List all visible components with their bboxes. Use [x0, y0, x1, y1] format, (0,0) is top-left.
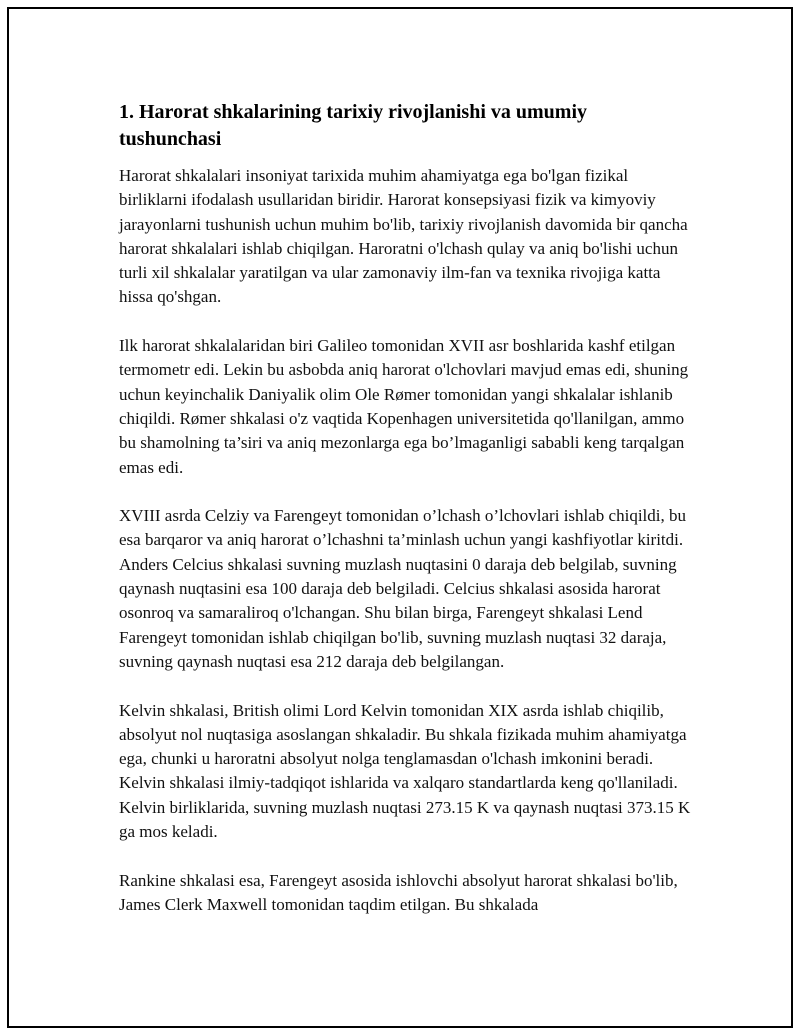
- section-heading: 1. Harorat shkalarining tarixiy rivojlanishi va umumiy tushunchasi: [119, 101, 587, 150]
- document-body: [119, 99, 691, 942]
- paragraph-rankine: Rankine shkalasi esa, Farengeyt asosida ishlovchi absolyut harorat shkalasi bo'lib, James Clerk Maxwell tomonidan taqdim etilgan. Bu shkalada: [119, 870, 678, 914]
- paragraph-early-scales: Ilk harorat shkalalaridan biri Galileo tomonidan XVII asr boshlarida kashf etilgan termometr edi. Lekin bu asbobda aniq harorat o'lchovlari mavjud emas edi, shuning uchun keyinchalik Daniyalik olim Ole Rømer tomonidan yangi shkalalar ishlanib chiqildi. Rømer shkalasi o'z vaqtida Kopenhagen universitetida qo'llanilgan, ammo bu shamolning ta’siri va aniq mezonlarga ega bo’lmaganligi sababli keng tarqalgan emas edi.: [119, 336, 689, 477]
- paragraph-intro: Harorat shkalalari insoniyat tarixida muhim ahamiyatga ega bo'lgan fizikal birliklarni ifodalash usullaridan biridir. Harorat konsepsiyasi fizik va kimyoviy jarayonlarni tushunish uchun muhim bo'lib, tarixiy rivojlanish davomida bir qancha harorat shkalalari ishlab chiqilgan. Haroratni o'lchash qulay va aniq bo'lishi uchun turli xil shkalalar yaratilgan va ular zamonaviy ilm-fan va texnika rivojiga katta hissa qo'shgan.: [119, 166, 688, 307]
- paragraph-celsius-fahrenheit: XVIII asrda Celziy va Farengeyt tomonidan o’lchash o’lchovlari ishlab chiqildi, bu esa barqaror va aniq harorat o’lchashni ta’minlash uchun yangi kashfiyotlar kiritdi. Anders Celcius shkalasi suvning muzlash nuqtasini 0 daraja deb belgilab, suvning qaynash nuqtasini esa 100 daraja deb belgiladi. Celcius shkalasi asosida harorat osonroq va samaraliroq o'lchangan. Shu bilan birga, Farengeyt shkalasi Lend Farengeyt tomonidan ishlab chiqilgan bo'lib, suvning muzlash nuqtasi 32 daraja, suvning qaynash nuqtasi esa 212 daraja deb belgilangan.: [119, 506, 686, 671]
- page-border: [7, 7, 793, 1028]
- paragraph-kelvin: Kelvin shkalasi, British olimi Lord Kelvin tomonidan XIX asrda ishlab chiqilib, absolyut nol nuqtasiga asoslangan shkaladir. Bu shkala fizikada muhim ahamiyatga ega, chunki u haroratni absolyut nolga tenglamasdan o'lchash imkonini beradi. Kelvin shkalasi ilmiy-tadqiqot ishlarida va xalqaro standartlarda keng qo'llaniladi. Kelvin birliklarida, suvning muzlash nuqtasi 273.15 K va qaynash nuqtasi 373.15 K ga mos keladi.: [119, 700, 691, 842]
